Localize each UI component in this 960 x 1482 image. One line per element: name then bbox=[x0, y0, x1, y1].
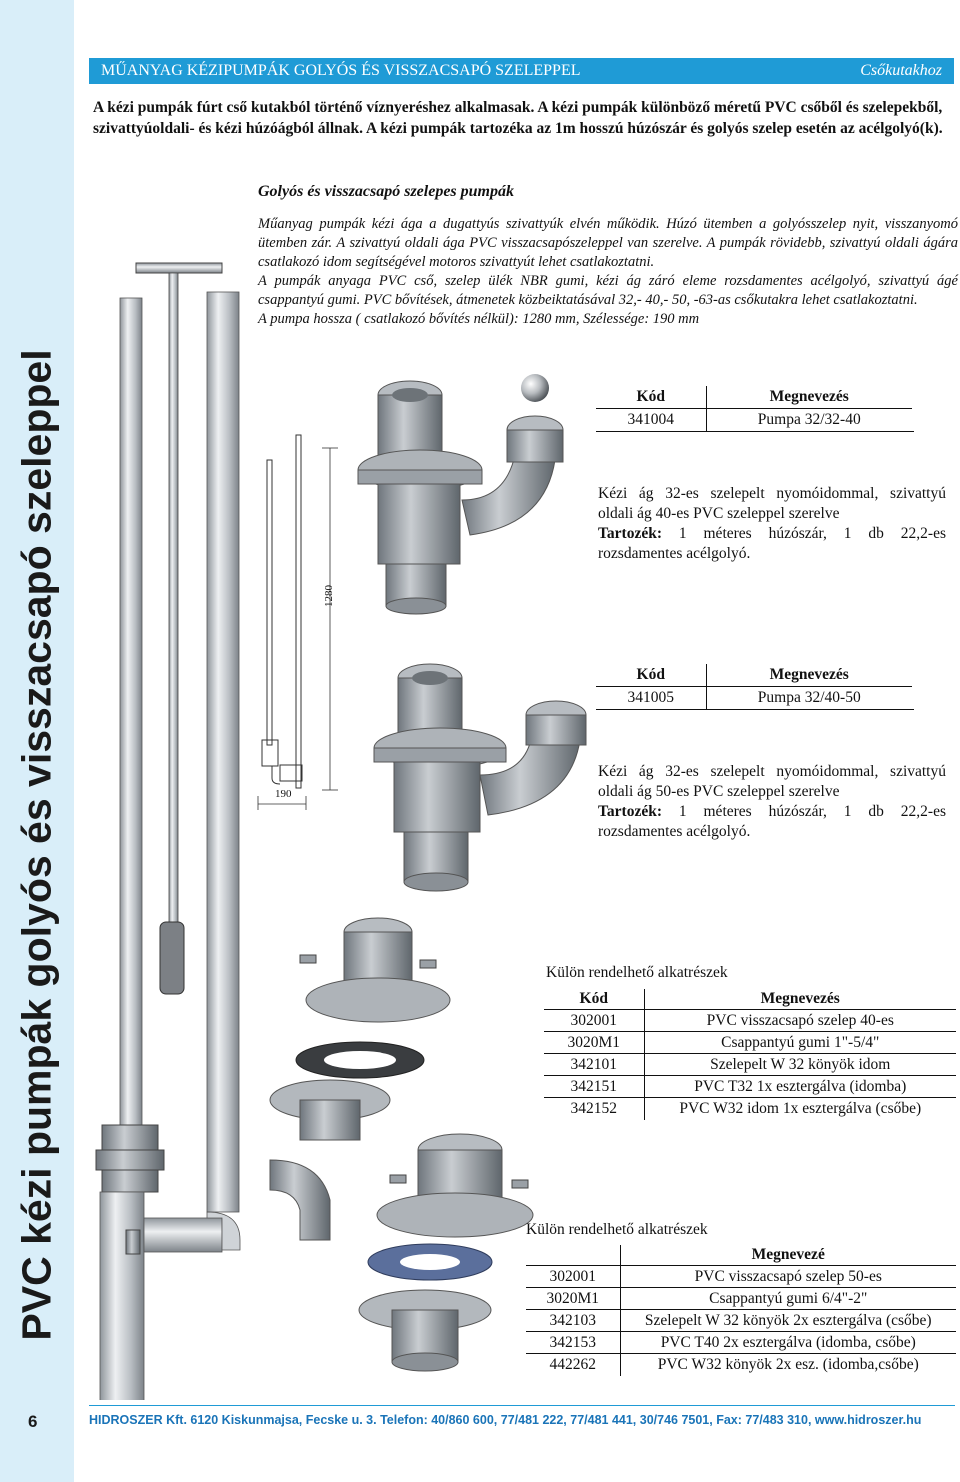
parts-caption-2: Külön rendelhető alkatrészek bbox=[526, 1221, 708, 1238]
product-desc-text: Kézi ág 32-es szelepelt nyomóidommal, szivattyú oldali ág 40-es PVC szeleppel szerelve bbox=[598, 485, 946, 522]
parts-table-2 bbox=[526, 1245, 956, 1376]
parts-col-name: Megnevezé bbox=[751, 1246, 825, 1263]
product-code: 341005 bbox=[596, 687, 706, 710]
part-name: Csappantyú gumi 1"-5/4" bbox=[644, 1032, 956, 1054]
part-name: PVC visszacsapó szelep 50-es bbox=[620, 1266, 956, 1288]
header-category: Csőkutakhoz bbox=[860, 62, 942, 79]
part-code: 342101 bbox=[544, 1054, 644, 1076]
part-code: 3020M1 bbox=[526, 1288, 620, 1310]
table-row bbox=[526, 1266, 956, 1288]
product-name: Pumpa 32/32-40 bbox=[757, 411, 861, 428]
intro-paragraph: A kézi pumpák fúrt cső kutakból történő víznyeréshez alkalmasak. A kézi pumpák különböző méretű PVC csőből és szelepekből, szivattyúoldali- és kézi húzóágból állnak. A kézi pumpák tartozéka az 1m hosszú húzószár és golyós szelep esetén az acélgolyó(k). bbox=[93, 99, 943, 137]
col-name-header: Megnevezés bbox=[706, 664, 912, 687]
side-title: PVC kézi pumpák golyós és visszacsapó szeleppel bbox=[13, 349, 60, 1341]
col-name-header: Megnevezés bbox=[706, 386, 912, 409]
desc-paragraph-1: Műanyag pumpák kézi ága a dugattyús szivattyúk elvén működik. Húzó ütemben a golyósszelep nyit, visszanyomó ütemben zár. A szivattyú oldali ága PVC visszacsapószeleppel van szerelve. A pumpák rövidebb, szivattyú oldali ágára csatlakozó idom segítségével motoros szivattyút lehet csatlakoztatni. bbox=[258, 216, 958, 270]
page-number: 6 bbox=[28, 1412, 38, 1431]
product-table-2 bbox=[596, 664, 912, 709]
footer-contact: HIDROSZER Kft. 6120 Kiskunmajsa, Fecske u. 3. Telefon: 40/860 600, 77/481 222, 77/481 441, 30/746 7501, Fax: 77/483 310, www.hidroszer.hu bbox=[89, 1413, 922, 1427]
product-table-1 bbox=[596, 386, 912, 431]
part-code: 3020M1 bbox=[544, 1032, 644, 1054]
col-code-header: Kód bbox=[596, 664, 706, 687]
part-name: Szelepelt W 32 könyök idom bbox=[644, 1054, 956, 1076]
part-name: PVC T40 2x esztergálva (idomba, csőbe) bbox=[620, 1332, 956, 1354]
table-row bbox=[544, 1032, 956, 1054]
product-name: Pumpa 32/40-50 bbox=[757, 689, 861, 706]
part-code: 342103 bbox=[526, 1310, 620, 1332]
dimension-schematic bbox=[258, 435, 338, 810]
product-desc-text: Kézi ág 32-es szelepelt nyomóidommal, szivattyú oldali ág 50-es PVC szeleppel szerelve bbox=[598, 763, 946, 800]
accessory-text: 1 méteres húzószár, 1 db 22,2-es rozsdamentes acélgolyó. bbox=[598, 525, 946, 562]
table-row bbox=[544, 1076, 956, 1098]
part-name: PVC W32 könyök 2x esz. (idomba,csőbe) bbox=[620, 1354, 956, 1376]
table-underline-1 bbox=[596, 431, 914, 432]
table-row bbox=[526, 1310, 956, 1332]
part-name: PVC visszacsapó szelep 40-es bbox=[644, 1010, 956, 1032]
accessory-label: Tartozék: bbox=[598, 525, 662, 542]
table-row bbox=[544, 1054, 956, 1076]
product-description-2 bbox=[598, 762, 946, 842]
table-row bbox=[526, 1332, 956, 1354]
part-name: PVC W32 idom 1x esztergálva (csőbe) bbox=[644, 1098, 956, 1120]
part-code: 442262 bbox=[526, 1354, 620, 1376]
part-code: 342151 bbox=[544, 1076, 644, 1098]
col-code-header: Kód bbox=[596, 386, 706, 409]
parts-col-code: Kód bbox=[544, 989, 644, 1010]
parts-table-1 bbox=[544, 989, 956, 1120]
table-row bbox=[526, 1288, 956, 1310]
section-title: Golyós és visszacsapó szelepes pumpák bbox=[258, 183, 514, 200]
footer-divider bbox=[89, 1405, 955, 1406]
table-row bbox=[526, 1354, 956, 1376]
parts-col-code bbox=[526, 1245, 620, 1266]
header-title: MŰANYAG KÉZIPUMPÁK GOLYÓS ÉS VISSZACSAPÓ SZELEPPEL bbox=[101, 62, 581, 79]
pump-341005-render bbox=[374, 664, 586, 891]
part-code: 342152 bbox=[544, 1098, 644, 1120]
parts-caption-1: Külön rendelhető alkatrészek bbox=[546, 964, 728, 981]
part-name: Szelepelt W 32 könyök 2x esztergálva (csőbe) bbox=[620, 1310, 956, 1332]
part-code: 342153 bbox=[526, 1332, 620, 1354]
part-name: PVC T32 1x esztergálva (idomba) bbox=[644, 1076, 956, 1098]
parts-col-name: Megnevezés bbox=[760, 990, 840, 1007]
large-pump-drawing bbox=[96, 263, 240, 1400]
part-code: 302001 bbox=[526, 1266, 620, 1288]
table-underline-2 bbox=[596, 709, 914, 710]
part-code: 302001 bbox=[544, 1010, 644, 1032]
table-row bbox=[544, 1010, 956, 1032]
product-description-1 bbox=[598, 484, 946, 564]
dimension-width-label: 190 bbox=[275, 788, 292, 800]
dimension-height-label: 1280 bbox=[323, 585, 335, 607]
product-code: 341004 bbox=[596, 409, 706, 432]
part-name: Csappantyú gumi 6/4"-2" bbox=[620, 1288, 956, 1310]
accessory-text: 1 méteres húzószár, 1 db 22,2-es rozsdamentes acélgolyó. bbox=[598, 803, 946, 840]
desc-paragraph-3: A pumpa hossza ( csatlakozó bővítés nélkül): 1280 mm, Szélessége: 190 mm bbox=[258, 311, 700, 327]
table-row bbox=[544, 1098, 956, 1120]
pump-341004-render bbox=[358, 374, 563, 614]
exploded-parts-50 bbox=[359, 1134, 533, 1371]
desc-paragraph-2: A pumpák anyaga PVC cső, szelep ülék NBR gumi, kézi ág záró eleme rozsdamentes acélgolyó, szivattyú ágé csappantyú gumi. PVC bővítések, átmenetek közbeiktatásával 32,- 40,- 50, -63-as csőkutakra lehet csatlakoztatni. bbox=[258, 273, 958, 308]
accessory-label: Tartozék: bbox=[598, 803, 662, 820]
